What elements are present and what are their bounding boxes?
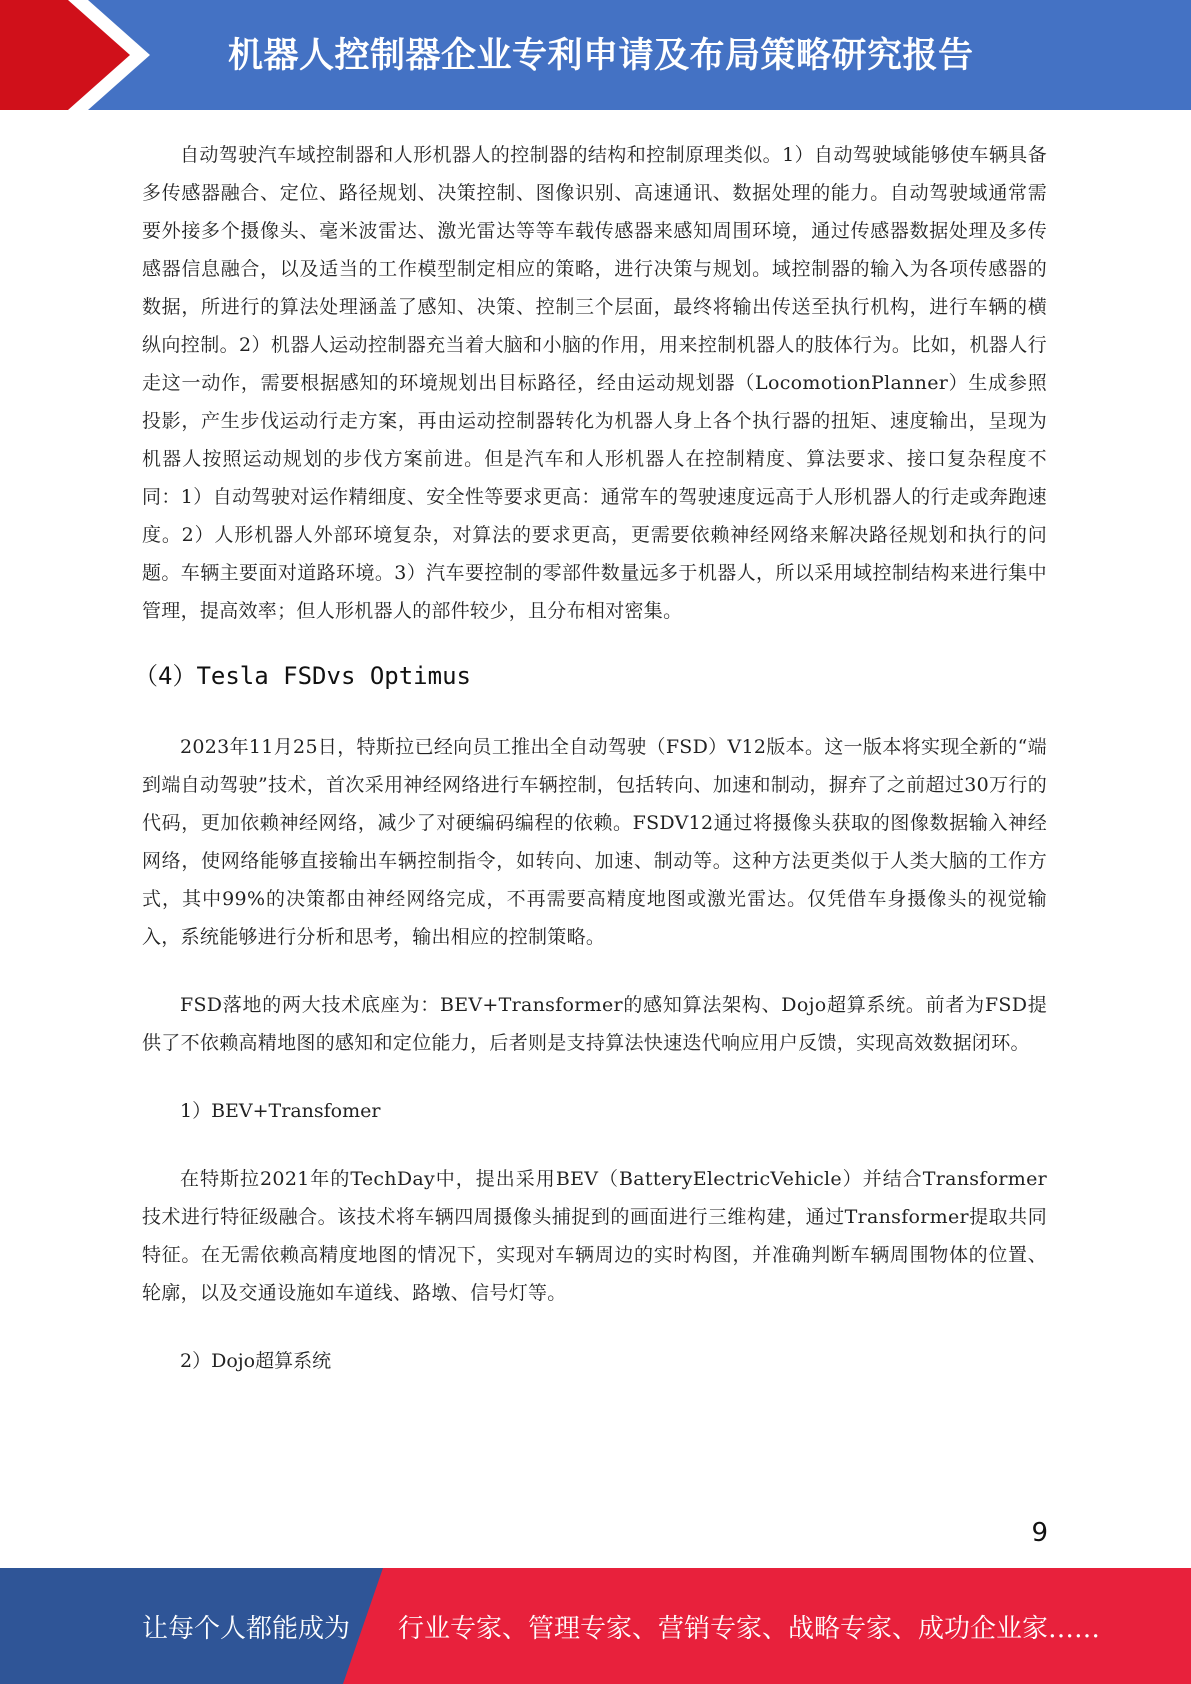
paragraph-spacer bbox=[142, 1130, 1047, 1160]
section-heading: （4）Tesla FSDvs Optimus bbox=[134, 662, 471, 690]
paragraph-fsd-foundations: FSD落地的两大技术底座为：BEV+Transformer的感知算法架构、Dojo超算系统。前者为FSD提供了不依赖高精地图的感知和定位能力，后者则是支持算法快速迭代响应用户反馈，实现高效数据闭环。 bbox=[142, 994, 1047, 1054]
paragraph-fsd-v12: 2023年11月25日，特斯拉已经向员工推出全自动驾驶（FSD）V12版本。这一版本将实现全新的“端到端自动驾驶”技术，首次采用神经网络进行车辆控制，包括转向、加速和制动，摒弃了之前超过30万行的代码，更加依赖神经网络，减少了对硬编码编程的依赖。FSDV12通过将摄像头获取的图像数据输入神经网络，使网络能够直接输出车辆控制指令，如转向、加速、制动等。这种方法更类似于人类大脑的工作方式，其中99%的决策都由神经网络完成，不再需要高精度地图或激光雷达。仅凭借车身摄像头的视觉输入，系统能够进行分析和思考，输出相应的控制策略。 bbox=[142, 736, 1047, 948]
page-footer bbox=[0, 1568, 1191, 1684]
page-number: 9 bbox=[1031, 1518, 1048, 1548]
header-chevron-decoration bbox=[0, 0, 150, 110]
footer-slogan-right: 行业专家、管理专家、营销专家、战略专家、成功企业家…… bbox=[398, 1614, 1101, 1644]
subheading-dojo: 2）Dojo超算系统 bbox=[180, 1350, 332, 1372]
subheading-bev-transformer: 1）BEV+Transfomer bbox=[180, 1100, 381, 1122]
paragraph-spacer bbox=[142, 1062, 1047, 1092]
paragraph-spacer bbox=[142, 1312, 1047, 1342]
document-body bbox=[134, 136, 1047, 1380]
paragraph-spacer bbox=[142, 956, 1047, 986]
footer-slogan-left: 让每个人都能成为 bbox=[142, 1614, 351, 1644]
paragraph-bev-transformer: 在特斯拉2021年的TechDay中，提出采用BEV（BatteryElectricVehicle）并结合Transformer技术进行特征级融合。该技术将车辆四周摄像头捕捉到的画面进行三维构建，通过Transformer提取共同特征。在无需依赖高精度地图的情况下，实现对车辆周边的实时构图，并准确判断车辆周围物体的位置、轮廓，以及交通设施如车道线、路墩、信号灯等。 bbox=[142, 1168, 1047, 1304]
page-header bbox=[0, 0, 1191, 110]
paragraph-domain-controller-comparison: 自动驾驶汽车域控制器和人形机器人的控制器的结构和控制原理类似。1）自动驾驶域能够使车辆具备多传感器融合、定位、路径规划、决策控制、图像识别、高速通讯、数据处理的能力。自动驾驶域通常需要外接多个摄像头、毫米波雷达、激光雷达等等车载传感器来感知周围环境，通过传感器数据处理及多传感器信息融合，以及适当的工作模型制定相应的策略，进行决策与规划。域控制器的输入为各项传感器的数据，所进行的算法处理涵盖了感知、决策、控制三个层面，最终将输出传送至执行机构，进行车辆的横纵向控制。2）机器人运动控制器充当着大脑和小脑的作用，用来控制机器人的肢体行为。比如，机器人行走这一动作，需要根据感知的环境规划出目标路径，经由运动规划器（LocomotionPlanner）生成参照投影，产生步伐运动行走方案，再由运动控制器转化为机器人身上各个执行器的扭矩、速度输出，呈现为机器人按照运动规划的步伐方案前进。但是汽车和人形机器人在控制精度、算法要求、接口复杂程度不同：1）自动驾驶对运作精细度、安全性等要求更高：通常车的驾驶速度远高于人形机器人的行走或奔跑速度。2）人形机器人外部环境复杂，对算法的要求更高，更需要依赖神经网络来解决路径规划和执行的问题。车辆主要面对道路环境。3）汽车要控制的零部件数量远多于机器人，所以采用域控制结构来进行集中管理，提高效率；但人形机器人的部件较少，且分布相对密集。 bbox=[142, 144, 1047, 622]
report-title: 机器人控制器企业专利申请及布局策略研究报告 bbox=[228, 36, 974, 76]
